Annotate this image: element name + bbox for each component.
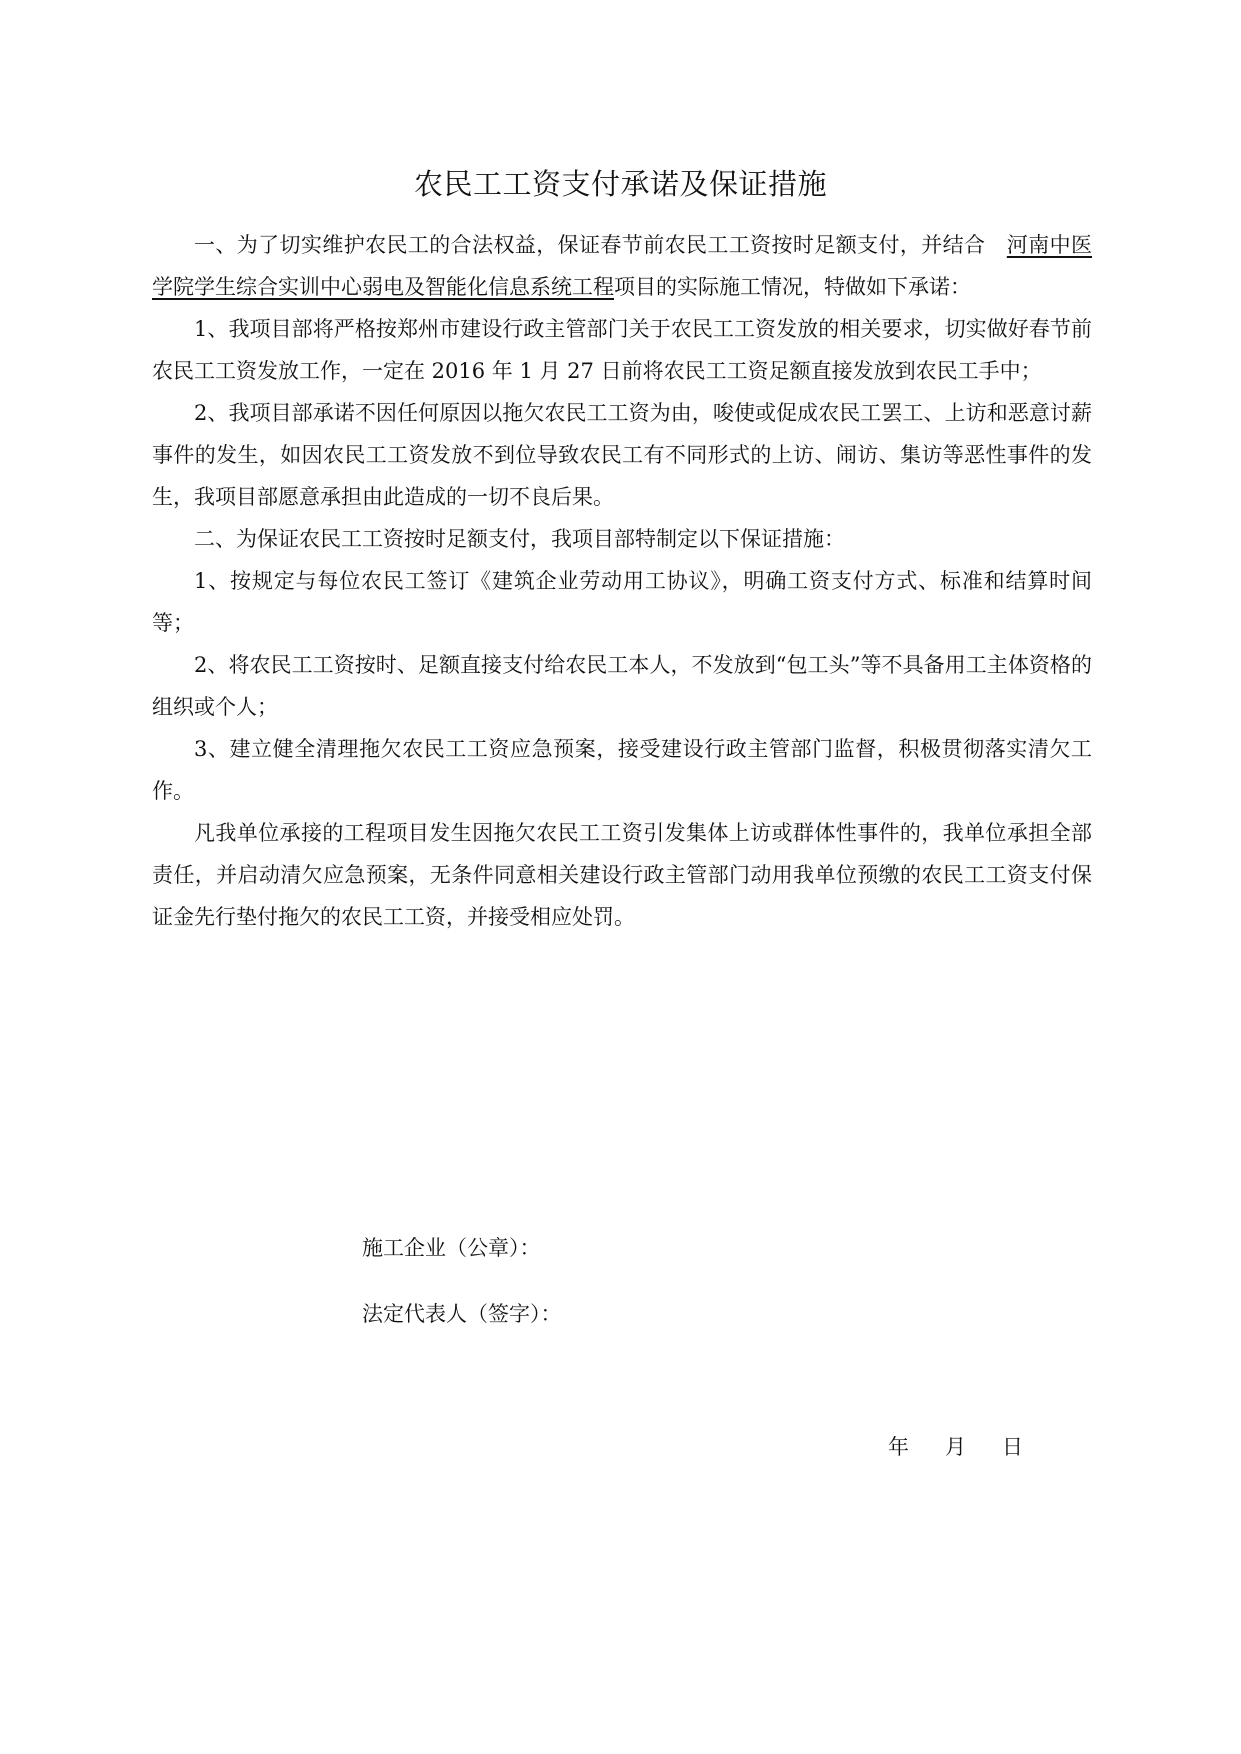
signature-representative-label: 法定代表人（签字）：	[362, 1302, 562, 1326]
paragraph-1	[152, 224, 1092, 308]
paragraph-5: 1、按规定与每位农民工签订《建筑企业劳动用工协议》，明确工资支付方式、标准和结算时间等；	[152, 569, 1092, 635]
paragraph-1-text-end: 项目的实际施工情况，特做如下承诺：	[614, 275, 971, 299]
date-month-label: 月	[945, 1435, 966, 1459]
paragraph-3: 2、我项目部承诺不因任何原因以拖欠农民工工资为由，唆使或促成农民工罢工、上访和恶意讨薪事件的发生，如因农民工工资发放不到位导致农民工有不同形式的上访、闹访、集访等恶性事件的发生，我项目部愿意承担由此造成的一切不良后果。	[152, 401, 1092, 509]
paragraph-6: 2、将农民工工资按时、足额直接支付给农民工本人，不发放到“包工头”等不具备用工主体资格的组织或个人；	[152, 653, 1092, 719]
date-year-label: 年	[888, 1435, 909, 1459]
paragraph-4: 二、为保证农民工工资按时足额支付，我项目部特制定以下保证措施：	[194, 527, 845, 551]
date-line	[888, 1432, 1023, 1462]
signature-company-label: 施工企业（公章）：	[362, 1236, 541, 1260]
paragraph-8: 凡我单位承接的工程项目发生因拖欠农民工工资引发集体上访或群体性事件的，我单位承担全部责任，并启动清欠应急预案，无条件同意相关建设行政主管部门动用我单位预缴的农民工工资支付保证金先行垫付拖欠的农民工工资，并接受相应处罚。	[152, 821, 1092, 929]
document-title: 农民工工资支付承诺及保证措施	[413, 167, 827, 201]
document-body	[152, 224, 1092, 938]
paragraph-2: 1、我项目部将严格按郑州市建设行政主管部门关于农民工工资发放的相关要求，切实做好春节前农民工工资发放工作，一定在 2016 年 1 月 27 日前将农民工工资足额直接发放到农民工手中；	[152, 317, 1092, 383]
project-name: 河南中医学院学生综合实训中心弱电及智能化信息系统工程	[152, 233, 1092, 299]
paragraph-7: 3、建立健全清理拖欠农民工工资应急预案，接受建设行政主管部门监督，积极贯彻落实清欠工作。	[152, 737, 1092, 803]
date-day-label: 日	[1002, 1435, 1023, 1459]
paragraph-1-text-start: 一、为了切实维护农民工的合法权益，保证春节前农民工工资按时足额支付，并结合	[194, 233, 1007, 257]
